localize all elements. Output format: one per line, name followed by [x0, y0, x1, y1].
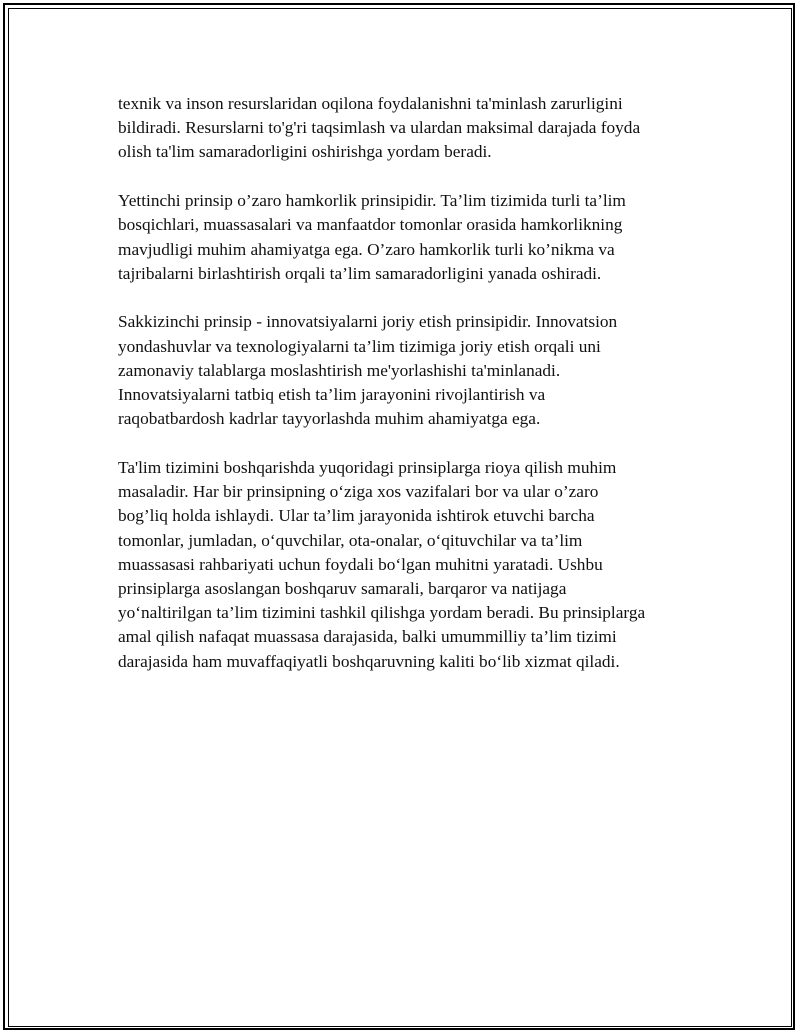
text-line: darajasida ham muvaffaqiyatli boshqaruvning kaliti bo‘lib xizmat qiladi.: [118, 651, 620, 671]
text-line: mavjudligi muhim ahamiyatga ega. O’zaro hamkorlik turli ko’nikma va: [118, 239, 615, 259]
paragraph-2: [118, 189, 708, 286]
text-line: raqobatbardosh kadrlar tayyorlashda muhim ahamiyatga ega.: [118, 409, 541, 429]
text-line: Innovatsiyalarni tatbiq etish ta’lim jarayonini rivojlantirish va: [118, 385, 546, 405]
paragraph-1: [118, 92, 708, 165]
text-line: tomonlar, jumladan, o‘quvchilar, ota-onalar, o‘qituvchilar va ta’lim: [118, 530, 583, 550]
paragraph-4: [118, 456, 708, 674]
text-line: Yettinchi prinsip o’zaro hamkorlik prinsipidir. Ta’lim tizimida turli ta’lim: [118, 191, 626, 211]
paragraph-3: [118, 310, 708, 431]
text-line: Ta'lim tizimini boshqarishda yuqoridagi prinsiplarga rioya qilish muhim: [118, 457, 617, 477]
text-line: bosqichlari, muassasalari va manfaatdor tomonlar orasida hamkorlikning: [118, 215, 623, 235]
text-line: bog’liq holda ishlaydi. Ular ta’lim jarayonida ishtirok etuvchi barcha: [118, 506, 595, 526]
text-line: yondashuvlar va texnologiyalarni ta’lim tizimiga joriy etish orqali uni: [118, 336, 601, 356]
text-line: muassasasi rahbariyati uchun foydali bo‘lgan muhitni yaratadi. Ushbu: [118, 554, 603, 574]
text-line: bildiradi. Resurslarni to'g'ri taqsimlash va ulardan maksimal darajada foyda: [118, 118, 641, 138]
text-line: texnik va inson resurslaridan oqilona foydalanishni ta'minlash zarurligini: [118, 94, 623, 113]
text-line: prinsiplarga asoslangan boshqaruv samarali, barqaror va natijaga: [118, 578, 567, 598]
document-body: [118, 92, 708, 698]
text-line: amal qilish nafaqat muassasa darajasida, balki umummilliy ta’lim tizimi: [118, 627, 617, 647]
text-line: olish ta'lim samaradorligini oshirishga yordam beradi.: [118, 142, 492, 162]
text-line: zamonaviy talablarga moslashtirish me'yorlashishi ta'minlanadi.: [118, 360, 561, 380]
text-line: yo‘naltirilgan ta’lim tizimini tashkil qilishga yordam beradi. Bu prinsiplarga: [118, 603, 646, 623]
text-line: tajribalarni birlashtirish orqali ta’lim samaradorligini yanada oshiradi.: [118, 263, 602, 283]
text-line: Sakkizinchi prinsip - innovatsiyalarni joriy etish prinsipidir. Innovatsion: [118, 312, 618, 332]
text-line: masaladir. Har bir prinsipning o‘ziga xos vazifalari bor va ular o’zaro: [118, 482, 599, 502]
